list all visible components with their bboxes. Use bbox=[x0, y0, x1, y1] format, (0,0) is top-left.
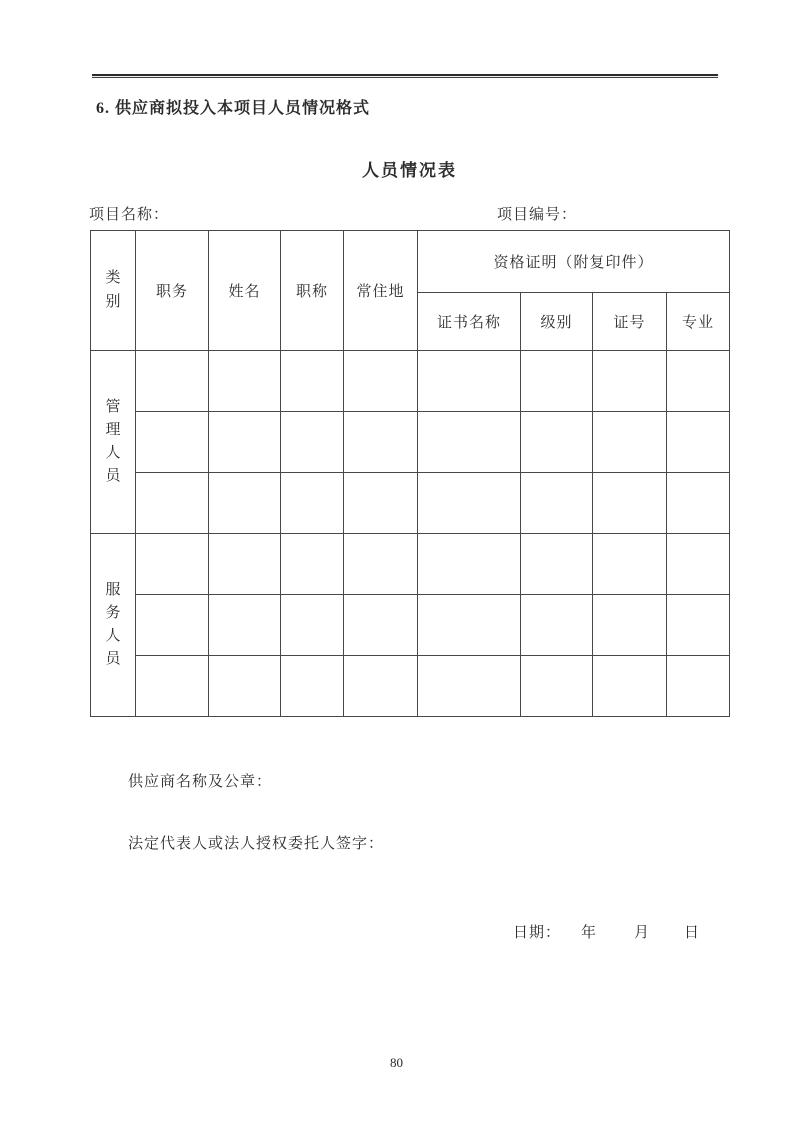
empty-cell bbox=[667, 656, 730, 717]
header-cert-no: 证号 bbox=[593, 293, 667, 351]
header-major: 专业 bbox=[667, 293, 730, 351]
empty-cell bbox=[521, 412, 593, 473]
header-position: 职务 bbox=[136, 231, 209, 351]
empty-cell bbox=[593, 656, 667, 717]
empty-cell bbox=[209, 534, 281, 595]
empty-cell bbox=[344, 351, 418, 412]
date-label: 日期： bbox=[513, 925, 562, 941]
empty-cell bbox=[209, 473, 281, 534]
date-line bbox=[513, 921, 700, 942]
service-row-2 bbox=[91, 595, 730, 656]
management-row-3 bbox=[91, 473, 730, 534]
empty-cell bbox=[418, 656, 521, 717]
empty-cell bbox=[521, 656, 593, 717]
empty-cell bbox=[136, 351, 209, 412]
day-label: 日 bbox=[684, 925, 701, 941]
header-title: 职称 bbox=[281, 231, 344, 351]
empty-cell bbox=[418, 534, 521, 595]
empty-cell bbox=[209, 595, 281, 656]
header-category-label: 类别 bbox=[105, 270, 122, 310]
section-heading: 6. 供应商拟投入本项目人员情况格式 bbox=[96, 100, 371, 117]
empty-cell bbox=[344, 534, 418, 595]
service-row-1 bbox=[91, 534, 730, 595]
empty-cell bbox=[281, 656, 344, 717]
group-management bbox=[91, 351, 136, 534]
empty-cell bbox=[344, 595, 418, 656]
empty-cell bbox=[667, 534, 730, 595]
empty-cell bbox=[209, 351, 281, 412]
empty-cell bbox=[281, 534, 344, 595]
header-category bbox=[91, 231, 136, 351]
empty-cell bbox=[521, 351, 593, 412]
header-divider-rule bbox=[92, 74, 718, 79]
group-service bbox=[91, 534, 136, 717]
service-row-3 bbox=[91, 656, 730, 717]
empty-cell bbox=[281, 473, 344, 534]
month-label: 月 bbox=[634, 925, 651, 941]
group-service-label: 服务人员 bbox=[105, 581, 122, 668]
personnel-table bbox=[90, 230, 730, 717]
empty-cell bbox=[136, 534, 209, 595]
empty-cell bbox=[344, 656, 418, 717]
empty-cell bbox=[521, 534, 593, 595]
empty-cell bbox=[136, 656, 209, 717]
empty-cell bbox=[593, 473, 667, 534]
empty-cell bbox=[593, 595, 667, 656]
empty-cell bbox=[418, 473, 521, 534]
empty-cell bbox=[521, 595, 593, 656]
year-label: 年 bbox=[581, 925, 598, 941]
empty-cell bbox=[281, 412, 344, 473]
empty-cell bbox=[667, 473, 730, 534]
header-row-1 bbox=[91, 231, 730, 293]
header-cert-level: 级别 bbox=[521, 293, 593, 351]
table-title: 人员情况表 bbox=[362, 161, 457, 180]
empty-cell bbox=[418, 412, 521, 473]
header-qualification-group: 资格证明（附复印件） bbox=[418, 231, 730, 293]
project-name-label: 项目名称： bbox=[89, 207, 170, 223]
empty-cell bbox=[136, 473, 209, 534]
empty-cell bbox=[593, 351, 667, 412]
empty-cell bbox=[209, 656, 281, 717]
empty-cell bbox=[667, 351, 730, 412]
empty-cell bbox=[593, 412, 667, 473]
header-residence: 常住地 bbox=[344, 231, 418, 351]
empty-cell bbox=[281, 595, 344, 656]
supplier-seal-label: 供应商名称及公章： bbox=[128, 774, 273, 790]
empty-cell bbox=[593, 534, 667, 595]
header-cert-name: 证书名称 bbox=[418, 293, 521, 351]
empty-cell bbox=[667, 412, 730, 473]
empty-cell bbox=[344, 473, 418, 534]
management-row-1 bbox=[91, 351, 730, 412]
empty-cell bbox=[136, 412, 209, 473]
header-name: 姓名 bbox=[209, 231, 281, 351]
empty-cell bbox=[209, 412, 281, 473]
empty-cell bbox=[521, 473, 593, 534]
project-code-label: 项目编号： bbox=[497, 207, 578, 223]
empty-cell bbox=[281, 351, 344, 412]
empty-cell bbox=[667, 595, 730, 656]
management-row-2 bbox=[91, 412, 730, 473]
empty-cell bbox=[418, 351, 521, 412]
empty-cell bbox=[136, 595, 209, 656]
group-management-label: 管理人员 bbox=[105, 398, 122, 485]
empty-cell bbox=[344, 412, 418, 473]
signature-label: 法定代表人或法人授权委托人签字： bbox=[128, 836, 385, 852]
page-number: 80 bbox=[390, 1055, 403, 1070]
empty-cell bbox=[418, 595, 521, 656]
